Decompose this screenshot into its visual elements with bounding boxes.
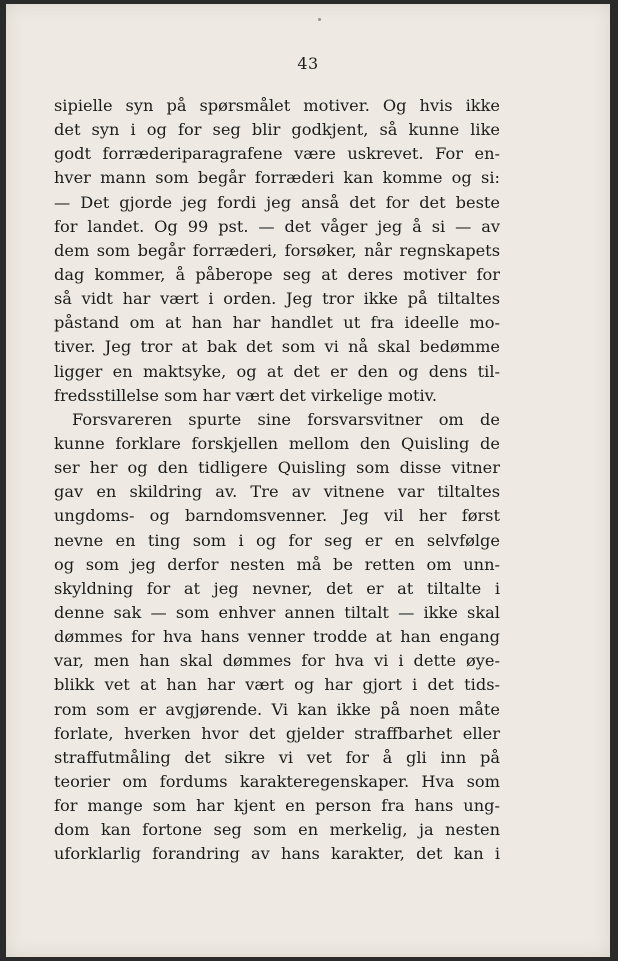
text-line: det syn i og for seg blir godkjent, så kunne like xyxy=(54,120,500,140)
text-line: uforklarlig forandring av hans karakter, det kan i xyxy=(54,844,500,864)
text-line: kunne forklare forskjellen mellom den Quisling de xyxy=(54,433,500,453)
text-line: denne sak — som enhver annen tiltalt — ikke skal xyxy=(54,602,500,622)
book-page xyxy=(6,4,610,957)
text-line: straffutmåling det sikre vi vet for å gli inn på xyxy=(54,747,500,767)
text-line: ser her og den tidligere Quisling som disse vitner xyxy=(54,458,500,478)
text-line: forlate, hverken hvor det gjelder straffbarhet eller xyxy=(54,723,500,743)
text-line: dag kommer, å påberope seg at deres motiver for xyxy=(54,264,500,284)
text-line: fredsstillelse som har vært det virkelige motiv. xyxy=(54,385,437,405)
text-line: påstand om at han har handlet ut fra ideelle mo- xyxy=(54,313,500,333)
paragraph-2 xyxy=(54,408,500,867)
paragraph-1 xyxy=(54,94,500,408)
text-line: — Det gjorde jeg fordi jeg anså det for det beste xyxy=(54,192,500,212)
text-line: for mange som har kjent en person fra hans ung- xyxy=(54,796,500,816)
text-line: teorier om fordums karakteregenskaper. Hva som xyxy=(54,771,500,791)
text-line: godt forræderiparagrafene være uskrevet. For en- xyxy=(54,144,500,164)
text-line: dømmes for hva hans venner trodde at han engang xyxy=(54,627,500,647)
text-line: ligger en maktsyke, og at det er den og dens til- xyxy=(54,361,500,381)
text-line: var, men han skal dømmes for hva vi i dette øye- xyxy=(54,651,500,671)
text-line: rom som er avgjørende. Vi kan ikke på noen måte xyxy=(54,699,500,719)
text-line: nevne en ting som i og for seg er en selvfølge xyxy=(54,530,500,550)
text-line: så vidt har vært i orden. Jeg tror ikke på tiltaltes xyxy=(54,289,500,309)
text-line: hver mann som begår forræderi kan komme og si: xyxy=(54,168,500,188)
text-line: og som jeg derfor nesten må be retten om unn- xyxy=(54,554,500,574)
text-line: sipielle syn på spørsmålet motiver. Og hvis ikke xyxy=(54,96,500,115)
text-line: for landet. Og 99 pst. — det våger jeg å si — av xyxy=(54,216,500,236)
text-line: skyldning for at jeg nevner, det er at tiltalte i xyxy=(54,578,500,598)
text-line: gav en skildring av. Tre av vitnene var tiltaltes xyxy=(54,482,500,502)
page-number: 43 xyxy=(297,54,319,73)
text-line: Forsvareren spurte sine forsvarsvitner om de xyxy=(72,409,500,429)
text-line: dom kan fortone seg som en merkelig, ja nesten xyxy=(54,820,500,840)
text-line: blikk vet at han har vært og har gjort i det tids- xyxy=(54,675,500,695)
body-text xyxy=(54,94,500,867)
text-line: tiver. Jeg tror at bak det som vi nå skal bedømme xyxy=(54,337,500,357)
text-line: dem som begår forræderi, forsøker, når regnskapets xyxy=(54,240,500,260)
text-line: ungdoms- og barndomsvenner. Jeg vil her først xyxy=(54,506,500,526)
paper-speck xyxy=(318,18,321,21)
